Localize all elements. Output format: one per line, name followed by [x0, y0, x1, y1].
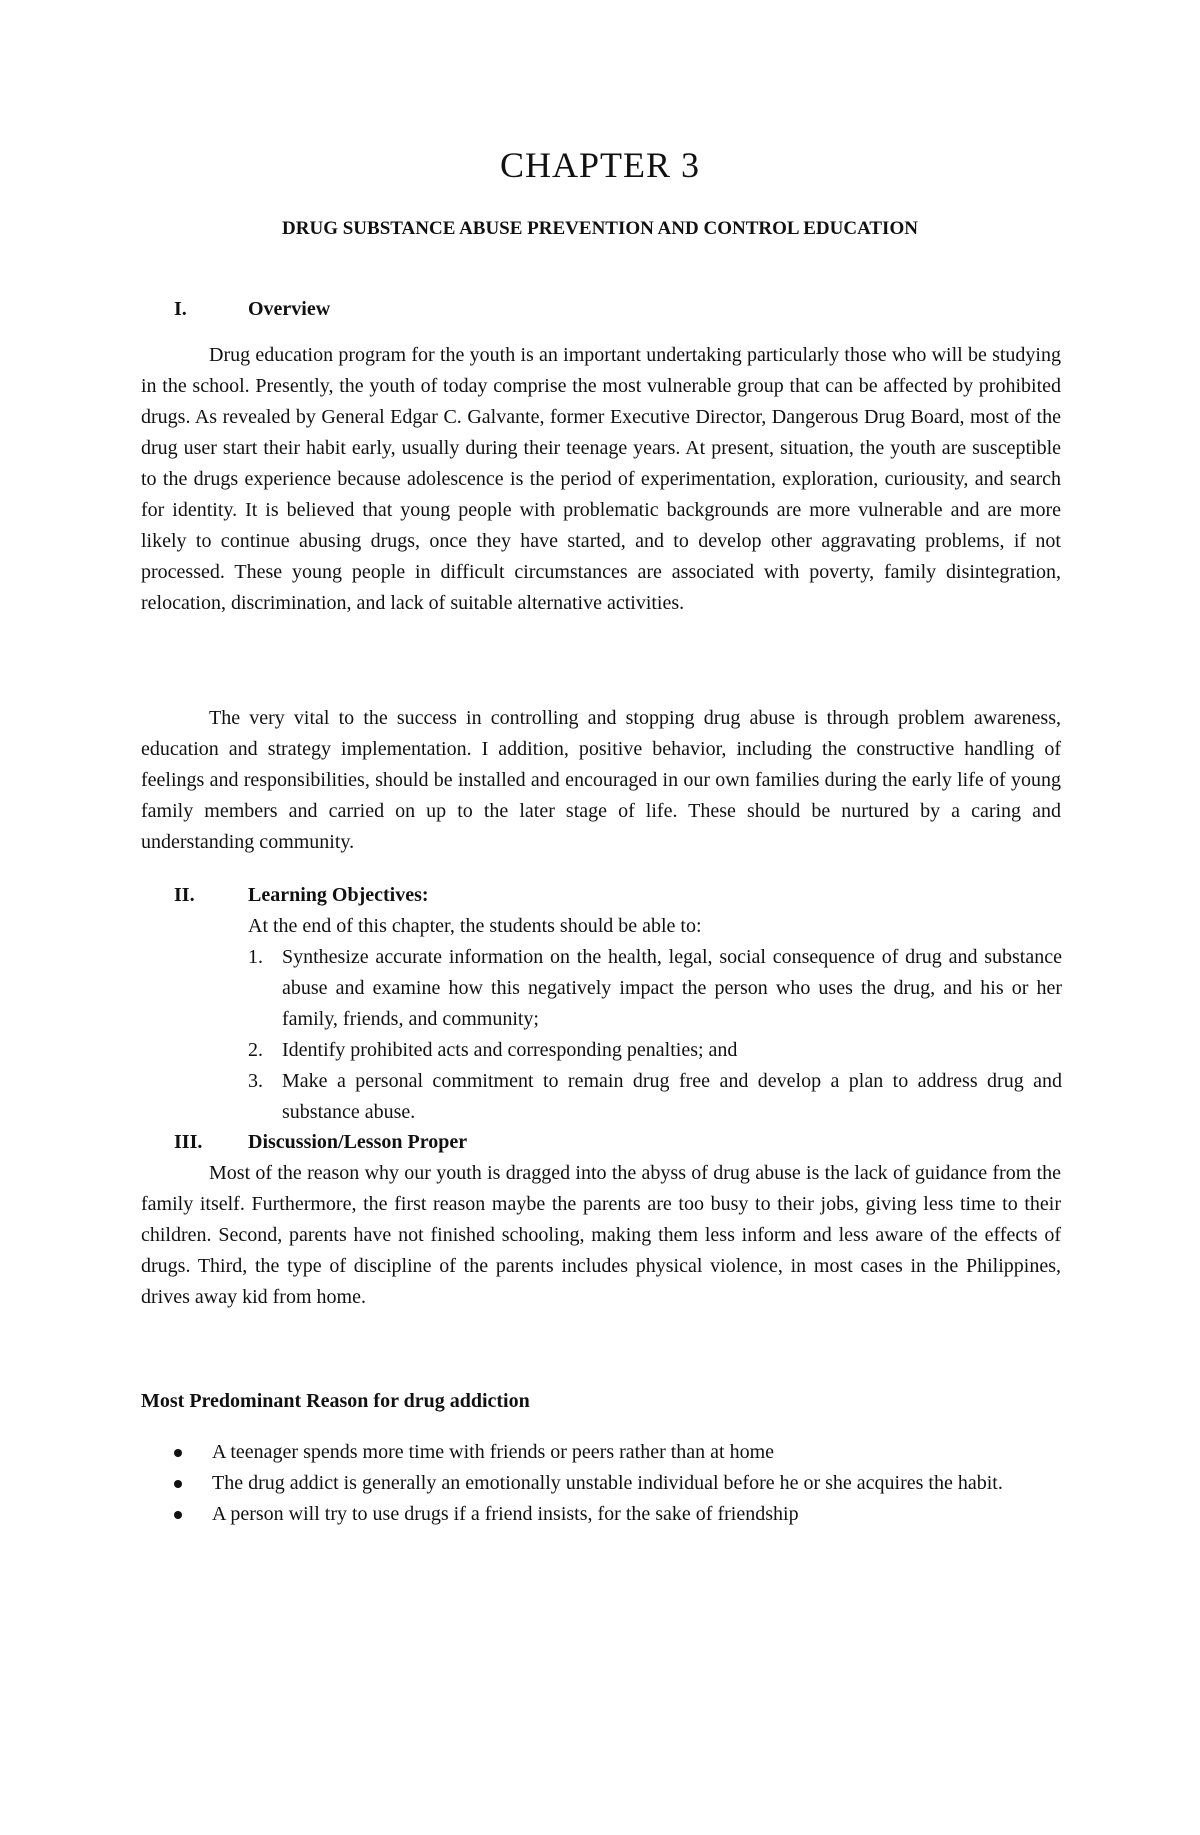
section-title: Discussion/Lesson Proper: [248, 1131, 468, 1153]
item-text: Synthesize accurate information on the health, legal, social consequence of drug and substance abuse and examine how this negatively impact the person who uses the drug, and his or her family, friends, and community;: [282, 946, 1062, 1030]
objectives-list: [248, 942, 1062, 1128]
chapter-title: CHAPTER 3: [499, 145, 701, 185]
list-item: [174, 1468, 1062, 1499]
discussion-paragraph: Most of the reason why our youth is dragged into the abyss of drug abuse is the lack of guidance from the family itself. Furthermore, the first reason maybe the parents are too busy to their jobs, giving less time to their children. Second, parents have not finished schooling, making them less inform and less aware of the effects of drugs. Third, the type of discipline of the parents includes physical violence, in most cases in the Philippines, drives away kid from home.: [141, 1162, 1061, 1308]
list-item: [174, 1499, 1062, 1530]
item-number: 3.: [248, 1070, 263, 1092]
item-text: The drug addict is generally an emotionally unstable individual before he or she acquires the habit.: [212, 1472, 1003, 1494]
objectives-lead: At the end of this chapter, the students should be able to:: [248, 915, 702, 937]
section-number: III.: [174, 1131, 203, 1153]
list-item: [248, 942, 1062, 1035]
item-text: Make a personal commitment to remain drug free and develop a plan to address drug and substance abuse.: [282, 1070, 1062, 1123]
bullet-icon: [174, 1437, 212, 1468]
list-item: [248, 1066, 1062, 1128]
bullet-icon: [174, 1468, 212, 1499]
list-item: [248, 1035, 1062, 1066]
item-text: Identify prohibited acts and corresponding penalties; and: [282, 1039, 738, 1061]
overview-paragraph-1: Drug education program for the youth is an important undertaking particularly those who will be studying in the school. Presently, the youth of today comprise the most vulnerable group that can be affected by prohibited drugs. As revealed by General Edgar C. Galvante, former Executive Director, Dangerous Drug Board, most of the drug user start their habit early, usually during their teenage years. At present, situation, the youth are susceptible to the drugs experience because adolescence is the period of experimentation, exploration, curiousity, and search for identity. It is believed that young people with problematic backgrounds are more vulnerable and are more likely to continue abusing drugs, once they have started, and to develop other aggravating problems, if not processed. These young people in difficult circumstances are associated with poverty, family disintegration, relocation, discrimination, and lack of suitable alternative activities.: [141, 344, 1061, 614]
section-number: I.: [174, 298, 187, 320]
section-number: II.: [174, 884, 195, 906]
section-heading-discussion: [174, 1127, 467, 1158]
section-heading-objectives: [174, 880, 429, 911]
section-heading-overview: [174, 294, 330, 325]
section-title: Learning Objectives:: [248, 884, 429, 906]
item-text: A teenager spends more time with friends or peers rather than at home: [212, 1441, 775, 1463]
reasons-heading: Most Predominant Reason for drug addiction: [141, 1390, 530, 1412]
item-number: 2.: [248, 1039, 263, 1061]
item-text: A person will try to use drugs if a friend insists, for the sake of friendship: [212, 1503, 799, 1525]
overview-paragraph-2: The very vital to the success in controlling and stopping drug abuse is through problem awareness, education and strategy implementation. I addition, positive behavior, including the constructive handling of feelings and responsibilities, should be installed and encouraged in our own families during the early life of young family members and carried on up to the later stage of life. These should be nurtured by a caring and understanding community.: [141, 707, 1061, 853]
bullet-icon: [174, 1499, 212, 1530]
list-item: [174, 1437, 1062, 1468]
chapter-subtitle: DRUG SUBSTANCE ABUSE PREVENTION AND CONTROL EDUCATION: [282, 218, 918, 239]
section-title: Overview: [248, 298, 331, 320]
item-number: 1.: [248, 946, 263, 968]
reasons-list: [174, 1437, 1062, 1530]
